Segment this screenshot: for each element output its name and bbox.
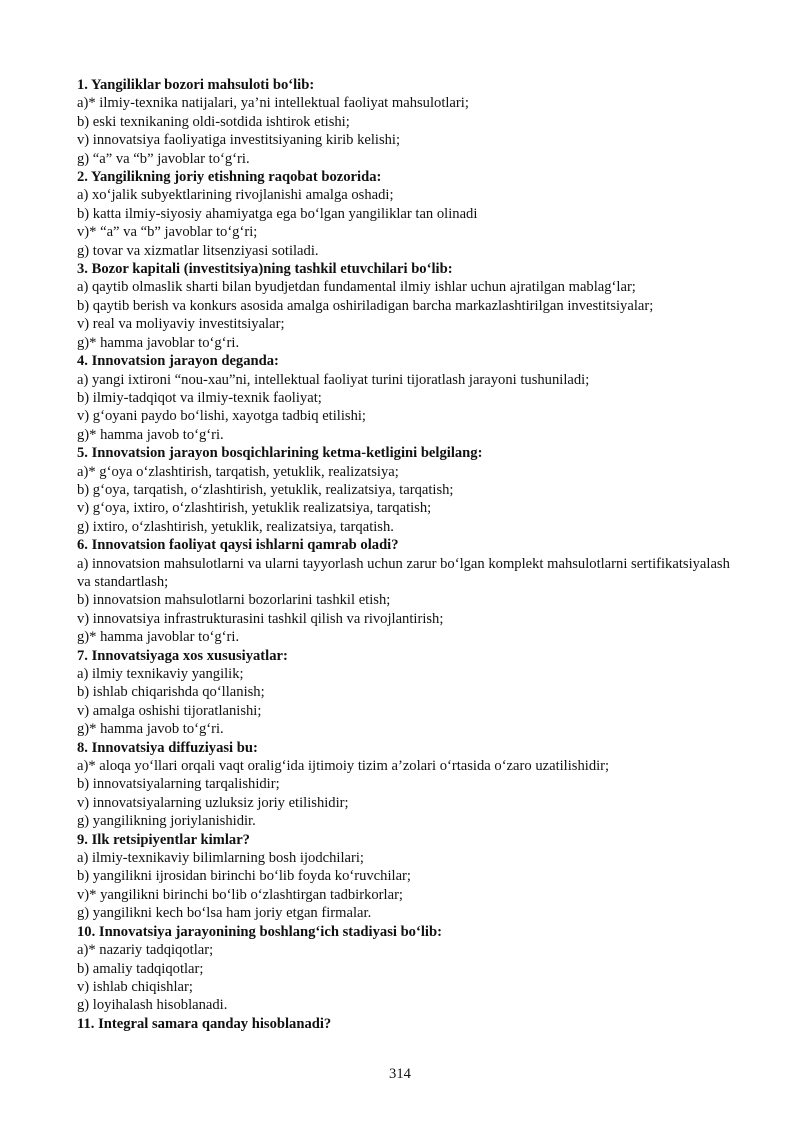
q5-option-a: a)* g‘oya o‘zlashtirish, tarqatish, yetuklik, realizatsiya; [77,463,399,480]
question-11: 11. Integral samara qanday hisoblanadi? [77,1015,332,1032]
q4-option-v: v) g‘oyani paydo bo‘lishi, xayotga tadbiq etilishi; [77,408,366,425]
q1-option-g: g) “a” va “b” javoblar to‘g‘ri. [77,150,250,167]
question-1: 1. Yangiliklar bozori mahsuloti bo‘lib: [77,77,315,93]
question-2: 2. Yangilikning joriy etishning raqobat bozorida: [77,169,382,186]
q8-option-g: g) yangilikning joriylanishidir. [77,813,256,830]
q8-option-a: a)* aloqa yo‘llari orqali vaqt oralig‘ida ijtimoiy tizim a’zolari o‘rtasida o‘zaro uzatilishidir; [77,758,610,775]
q8-option-b: b) innovatsiyalarning tarqalishidir; [77,776,280,793]
q4-option-g: g)* hamma javob to‘g‘ri. [77,426,224,443]
q6-option-a: a) innovatsion mahsulotlarni va ularni tayyorlash uchun zarur bo‘lgan komplekt mahsulotlarni sertifikatsiyalash va standartlash; [77,555,730,590]
q2-option-a: a) xo‘jalik subyektlarining rivojlanishi amalga oshadi; [77,187,394,204]
q5-option-g: g) ixtiro, o‘zlashtirish, yetuklik, realizatsiya, tarqatish. [77,518,394,535]
q2-option-g: g) tovar va xizmatlar litsenziyasi sotiladi. [77,242,319,259]
q7-option-a: a) ilmiy texnikaviy yangilik; [77,666,244,682]
q6-option-b: b) innovatsion mahsulotlarni bozorlarini tashkil etish; [77,592,391,609]
q9-option-a: a) ilmiy-texnikaviy bilimlarning bosh ijodchilari; [77,850,364,867]
q10-option-b: b) amaliy tadqiqotlar; [77,960,204,977]
q2-option-v: v)* “a” va “b” javoblar to‘g‘ri; [77,224,258,241]
question-7: 7. Innovatsiyaga xos xususiyatlar: [77,647,288,664]
q7-option-b: b) ishlab chiqarishda qo‘llanish; [77,684,265,701]
question-9: 9. Ilk retsipiyentlar kimlar? [77,831,250,848]
q3-option-v: v) real va moliyaviy investitsiyalar; [77,316,285,333]
q4-option-b: b) ilmiy-tadqiqot va ilmiy-texnik faoliyat; [77,389,322,406]
q9-option-v: v)* yangilikni birinchi bo‘lib o‘zlashtirgan tadbirkorlar; [77,886,403,903]
question-10: 10. Innovatsiya jarayonining boshlang‘ich stadiyasi bo‘lib: [77,923,442,940]
q10-option-v: v) ishlab chiqishlar; [77,978,193,995]
q9-option-g: g) yangilikni kech bo‘lsa ham joriy etgan firmalar. [77,905,372,922]
q10-option-g: g) loyihalash hisoblanadi. [77,997,228,1014]
q1-option-a: a)* ilmiy-texnika natijalari, ya’ni intellektual faoliyat mahsulotlari; [77,95,469,112]
q1-option-v: v) innovatsiya faoliyatiga investitsiyaning kirib kelishi; [77,132,401,149]
q5-option-v: v) g‘oya, ixtiro, o‘zlashtirish, yetuklik realizatsiya, tarqatish; [77,500,432,517]
q4-option-a: a) yangi ixtironi “nou-xau”ni, intellektual faoliyat turini tijoratlash jarayoni tushuniladi; [77,371,590,388]
q3-option-b: b) qaytib berish va konkurs asosida amalga oshiriladigan barcha markazlashtirilgan investitsiyalar; [77,297,654,314]
question-4: 4. Innovatsion jarayon deganda: [77,353,279,370]
q2-option-b: b) katta ilmiy-siyosiy ahamiyatga ega bo‘lgan yangiliklar tan olinadi [77,205,478,222]
q9-option-b: b) yangilikni ijrosidan birinchi bo‘lib foyda ko‘ruvchilar; [77,868,411,885]
q3-option-g: g)* hamma javoblar to‘g‘ri. [77,334,240,351]
q5-option-b: b) g‘oya, tarqatish, o‘zlashtirish, yetuklik, realizatsiya, tarqatish; [77,481,454,498]
q7-option-v: v) amalga oshishi tijoratlanishi; [77,702,262,719]
q7-option-g: g)* hamma javob to‘g‘ri. [77,721,224,738]
q8-option-v: v) innovatsiyalarning uzluksiz joriy etilishidir; [77,794,349,811]
q6-option-v: v) innovatsiya infrastrukturasini tashkil qilish va rivojlantirish; [77,610,444,627]
question-8: 8. Innovatsiya diffuziyasi bu: [77,739,258,756]
q1-option-b: b) eski texnikaning oldi-sotdida ishtirok etishi; [77,113,350,130]
q3-option-a: a) qaytib olmaslik sharti bilan byudjetdan fundamental ilmiy ishlar uchun ajratilgan mablag‘lar; [77,279,636,296]
q10-option-a: a)* nazariy tadqiqotlar; [77,942,214,959]
q6-option-g: g)* hamma javoblar to‘g‘ri. [77,629,240,646]
question-6: 6. Innovatsion faoliyat qaysi ishlarni qamrab oladi? [77,537,399,554]
page-content [77,76,737,1033]
question-5: 5. Innovatsion jarayon bosqichlarining ketma-ketligini belgilang: [77,445,483,462]
question-3: 3. Bozor kapitali (investitsiya)ning tashkil etuvchilari bo‘lib: [77,261,453,278]
page-number: 314 [389,1066,411,1082]
